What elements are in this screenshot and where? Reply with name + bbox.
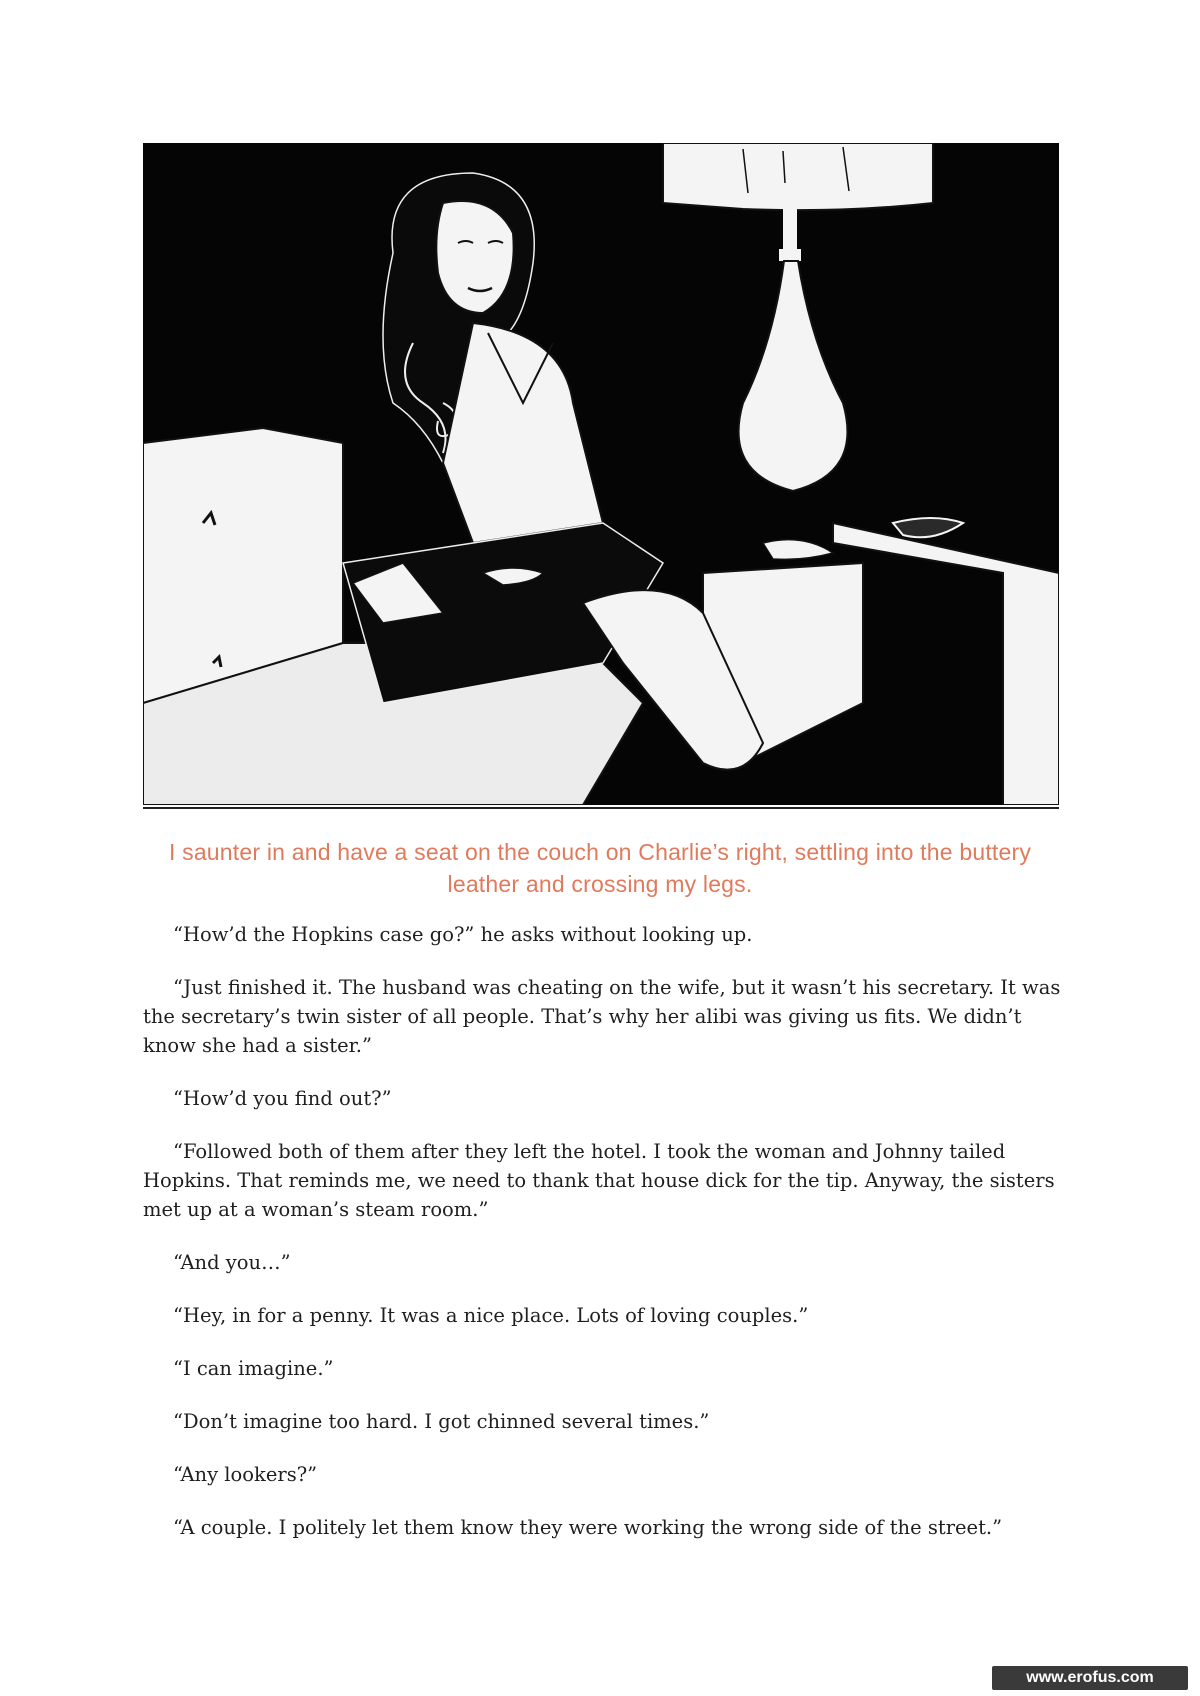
noir-woman-on-couch-drawing — [143, 143, 1059, 805]
paragraph: “Don’t imagine too hard. I got chinned several times.” — [173, 1410, 710, 1433]
paragraph: “Any lookers?” — [173, 1463, 318, 1486]
paragraph: “Hey, in for a penny. It was a nice place. Lots of loving couples.” — [173, 1304, 809, 1327]
paragraph: “I can imagine.” — [173, 1357, 334, 1380]
paragraph: “And you…” — [173, 1251, 291, 1274]
panel-divider — [143, 807, 1059, 809]
narration-caption: I saunter in and have a seat on the couch on Charlie’s right, settling into the buttery leather and crossing my legs. — [168, 839, 1032, 897]
paragraph: “A couple. I politely let them know they were working the wrong side of the street.” — [173, 1516, 1003, 1539]
watermark-label: www.erofus.com — [992, 1666, 1188, 1690]
paragraph: “Just finished it. The husband was cheating on the wife, but it wasn’t his secretary. It was the secretary’s twin sister of all people. That’s why her alibi was giving us fits. We didn’t know she had a sister.” — [143, 976, 1061, 1057]
story-text — [143, 920, 1061, 1566]
paragraph: “Followed both of them after they left the hotel. I took the woman and Johnny tailed Hopkins. That reminds me, we need to thank that house dick for the tip. Anyway, the sisters met up at a woman’s steam room.” — [143, 1140, 1055, 1221]
paragraph: “How’d you find out?” — [173, 1087, 392, 1110]
paragraph: “How’d the Hopkins case go?” he asks without looking up. — [173, 923, 753, 946]
comic-panel-illustration — [143, 143, 1059, 805]
